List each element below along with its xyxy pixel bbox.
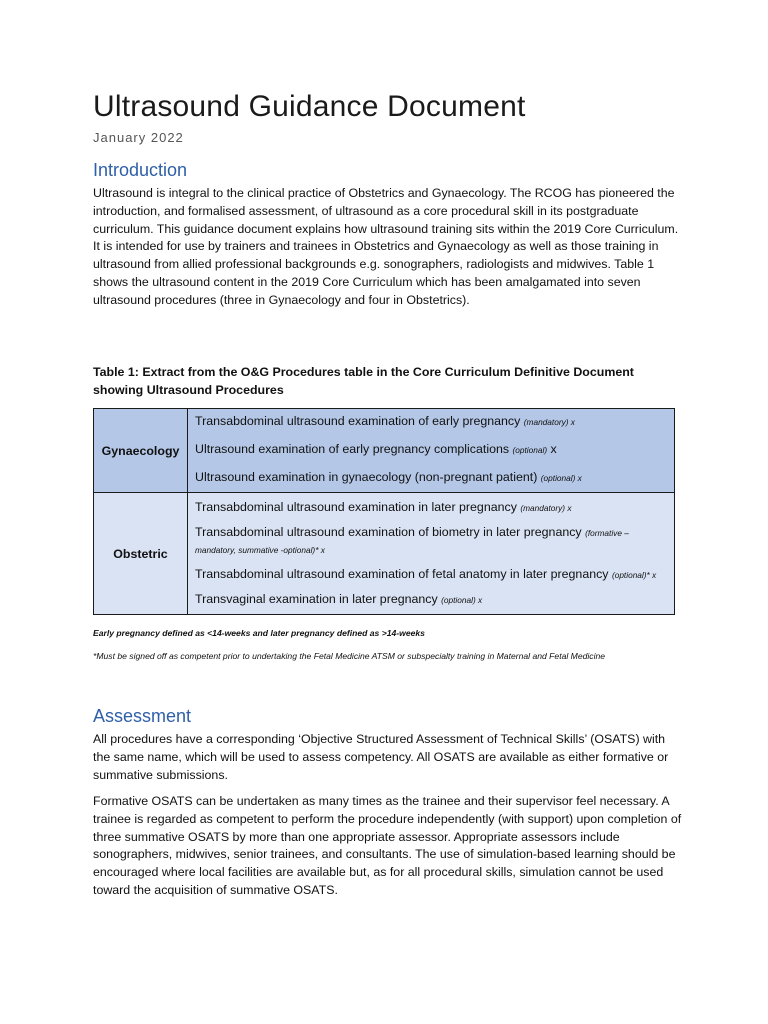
- category-cell: Obstetric: [94, 493, 188, 615]
- procedure-item: Ultrasound examination in gynaecology (non-pregnant patient) (optional) x: [195, 470, 582, 484]
- table-row-obstetric: [94, 493, 675, 615]
- procedure-item: Transabdominal ultrasound examination of biometry in later pregnancy (formative – mandatory, summative -optional)* x: [195, 525, 629, 555]
- assessment-paragraph-1: All procedures have a corresponding ‘Objective Structured Assessment of Technical Skills’ (OSATS) with the same name, which will be used to assess competency. All OSATS are available as either formative or summative submissions.: [93, 732, 669, 782]
- document-date: January 2022: [93, 130, 184, 145]
- document-title: Ultrasound Guidance Document: [93, 90, 526, 123]
- procedure-item: Transabdominal ultrasound examination in later pregnancy (mandatory) x: [195, 500, 572, 514]
- table-footnote-definition: Early pregnancy defined as <14-weeks and later pregnancy defined as >14-weeks: [93, 628, 425, 638]
- procedure-list: [188, 409, 675, 493]
- procedure-item: Transvaginal examination in later pregnancy (optional) x: [195, 592, 483, 606]
- table-caption: Table 1: Extract from the O&G Procedures table in the Core Curriculum Definitive Document showing Ultrasound Procedures: [93, 365, 634, 397]
- procedure-item: Transabdominal ultrasound examination of early pregnancy (mandatory) x: [195, 414, 575, 428]
- introduction-heading: Introduction: [93, 160, 188, 180]
- table-row-gynaecology: [94, 409, 675, 493]
- table-footnote-asterisk: *Must be signed off as competent prior to undertaking the Fetal Medicine ATSM or subspecialty training in Maternal and Fetal Medicine: [93, 651, 606, 661]
- introduction-paragraph: Ultrasound is integral to the clinical practice of Obstetrics and Gynaecology. The RCOG has pioneered the introduction, and formalised assessment, of ultrasound as a core procedural skill in its postgraduate curriculum. This guidance document explains how ultrasound training sits within the 2019 Core Curriculum. It is intended for use by trainers and trainees in Obstetrics and Gynaecology as well as those training in ultrasound from allied professional backgrounds e.g. sonographers, radiologists and midwives. Table 1 shows the ultrasound content in the 2019 Core Curriculum which has been amalgamated into seven ultrasound procedures (three in Gynaecology and four in Obstetrics).: [93, 186, 679, 307]
- procedures-table: [93, 408, 675, 615]
- category-cell: Gynaecology: [94, 409, 188, 493]
- procedure-item: Transabdominal ultrasound examination of fetal anatomy in later pregnancy (optional)* x: [195, 567, 657, 581]
- procedure-list: [188, 493, 675, 615]
- procedure-item: Ultrasound examination of early pregnancy complications (optional) x: [195, 442, 557, 456]
- assessment-paragraph-2: Formative OSATS can be undertaken as many times as the trainee and their supervisor feel necessary. A trainee is regarded as competent to perform the procedure independently (with support) upon completion of three summative OSATS by more than one appropriate assessor. Appropriate assessors include sonographers, midwives, senior trainees, and consultants. The use of simulation-based learning should be encouraged where local facilities are available but, as for all procedural skills, simulation cannot be used toward the acquisition of summative OSATS.: [93, 794, 682, 897]
- assessment-heading: Assessment: [93, 706, 192, 726]
